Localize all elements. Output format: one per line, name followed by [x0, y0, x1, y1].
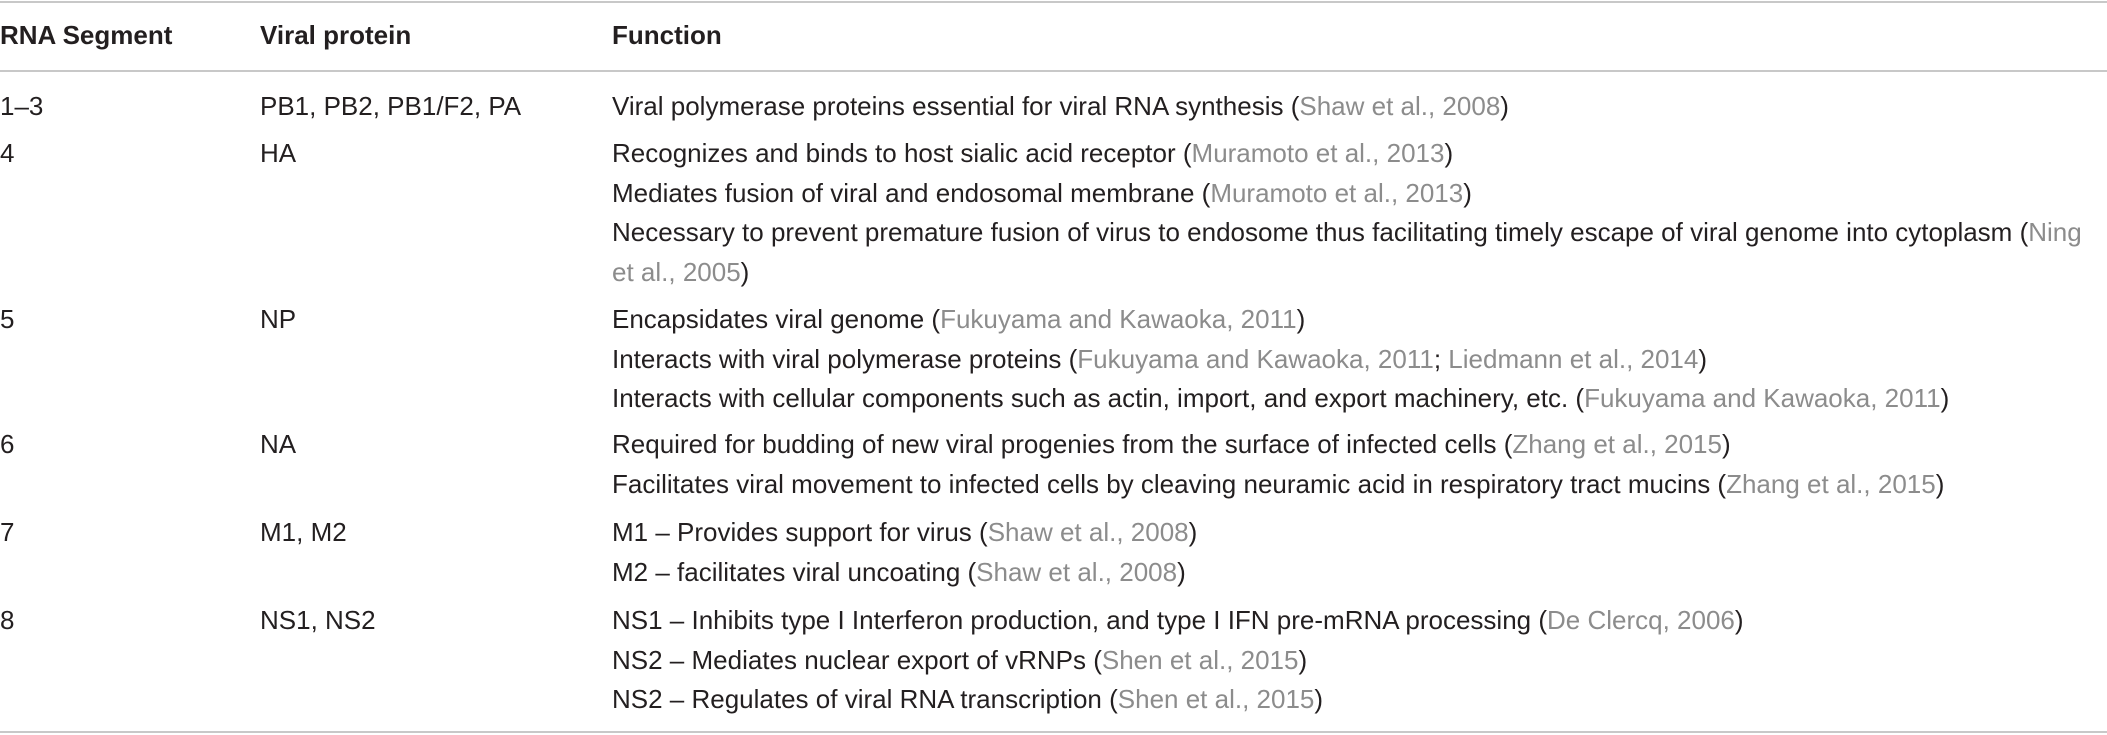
function-line: [612, 553, 2107, 593]
citation-link[interactable]: Shaw et al., 2008: [1299, 91, 1501, 121]
citation-link[interactable]: Fukuyama and Kawaoka, 2011: [1077, 343, 1434, 374]
function-text: Mediates fusion of viral and endosomal membrane (: [612, 177, 1211, 208]
function-text: M1 – Provides support for virus (: [612, 517, 988, 547]
function-line: [612, 641, 2107, 681]
function-line: [612, 340, 2107, 380]
segment-cell: 5: [0, 304, 15, 334]
function-cell: [612, 425, 2107, 504]
function-tail: ): [1177, 556, 1186, 587]
function-cell: [612, 134, 2107, 292]
function-text: Facilitates viral movement to infected cells by cleaving neuramic acid in respiratory tract mucins (: [612, 468, 1727, 499]
function-line: [612, 87, 2107, 127]
function-tail: ): [1698, 343, 1708, 374]
citation-separator: ;: [1433, 343, 1449, 374]
function-tail: ): [1296, 304, 1306, 334]
function-text: M2 – facilitates viral uncoating (: [612, 556, 977, 587]
function-line: [612, 300, 2107, 340]
citation-link[interactable]: Fukuyama and Kawaoka, 2011: [1584, 383, 1941, 413]
function-text: Interacts with viral polymerase proteins (: [612, 343, 1078, 374]
protein-cell: M1, M2: [260, 517, 347, 547]
function-tail: ): [1734, 605, 1744, 635]
citation-link[interactable]: Muramoto et al., 2013: [1191, 138, 1445, 168]
function-line: [612, 680, 2107, 720]
function-text: Required for budding of new viral progenies from the surface of infected cells (: [612, 429, 1513, 459]
function-tail: ): [1721, 429, 1731, 459]
function-tail: ): [1935, 468, 1945, 499]
citation-link[interactable]: Zhang et al., 2015: [1726, 468, 1936, 499]
function-line: [612, 213, 2107, 292]
segment-cell: 1–3: [0, 91, 44, 121]
segment-cell: 4: [0, 138, 15, 168]
function-cell: [612, 601, 2107, 720]
segment-cell: 6: [0, 429, 15, 459]
header-rule: [0, 70, 2107, 72]
citation-link[interactable]: Fukuyama and Kawaoka, 2011: [940, 304, 1297, 334]
function-line: [612, 513, 2107, 553]
function-line: [612, 425, 2107, 465]
citation-link[interactable]: Shen et al., 2015: [1101, 644, 1299, 675]
citation-link[interactable]: Shaw et al., 2008: [987, 517, 1189, 547]
function-tail: ): [1500, 91, 1509, 121]
citation-link[interactable]: Shaw et al., 2008: [976, 556, 1178, 587]
function-line: [612, 379, 2107, 419]
citation-link[interactable]: Shen et al., 2015: [1117, 684, 1315, 714]
function-cell: [612, 513, 2107, 592]
function-line: [612, 601, 2107, 641]
function-line: [612, 174, 2107, 214]
function-tail: ): [740, 256, 750, 287]
citation-link[interactable]: De Clercq, 2006: [1547, 605, 1735, 635]
function-line: [612, 465, 2107, 505]
function-text: Encapsidates viral genome (: [612, 304, 941, 334]
table-bottom-rule: [0, 731, 2107, 733]
function-tail: ): [1463, 177, 1472, 208]
header-function: Function: [612, 20, 722, 50]
function-cell: [612, 300, 2107, 419]
citation-link[interactable]: Liedmann et al., 2014: [1448, 343, 1699, 374]
function-text: Viral polymerase proteins essential for viral RNA synthesis (: [612, 91, 1300, 121]
citation-link[interactable]: Ning et al., 2005: [612, 217, 2082, 287]
function-tail: ): [1444, 138, 1454, 168]
citation-link[interactable]: Muramoto et al., 2013: [1210, 177, 1464, 208]
function-text: Recognizes and binds to host sialic acid receptor (: [612, 138, 1192, 168]
function-tail: ): [1298, 644, 1308, 675]
segment-cell: 7: [0, 517, 15, 547]
protein-cell: NA: [260, 429, 297, 459]
protein-cell: NS1, NS2: [260, 605, 376, 635]
citation-link[interactable]: Zhang et al., 2015: [1512, 429, 1722, 459]
header-viral-protein: Viral protein: [260, 20, 412, 50]
function-tail: ): [1314, 684, 1324, 714]
table-header: [0, 0, 2107, 70]
function-text: NS1 – Inhibits type I Interferon production, and type I IFN pre-mRNA processing (: [612, 605, 1547, 635]
protein-cell: NP: [260, 304, 297, 334]
function-text: NS2 – Mediates nuclear export of vRNPs (: [612, 644, 1102, 675]
protein-cell: HA: [260, 138, 297, 168]
function-text: Interacts with cellular components such as actin, import, and export machinery, etc. (: [612, 383, 1585, 413]
protein-cell: PB1, PB2, PB1/F2, PA: [260, 91, 522, 121]
function-tail: ): [1188, 517, 1198, 547]
function-tail: ): [1940, 383, 1950, 413]
segment-cell: 8: [0, 605, 15, 635]
function-text: NS2 – Regulates of viral RNA transcription (: [612, 684, 1118, 714]
function-cell: [612, 87, 2107, 127]
header-rna-segment: RNA Segment: [0, 20, 173, 50]
function-text: Necessary to prevent premature fusion of virus to endosome thus facilitating timely escape of viral genome into cytoplasm (: [612, 217, 2029, 247]
function-line: [612, 134, 2107, 174]
